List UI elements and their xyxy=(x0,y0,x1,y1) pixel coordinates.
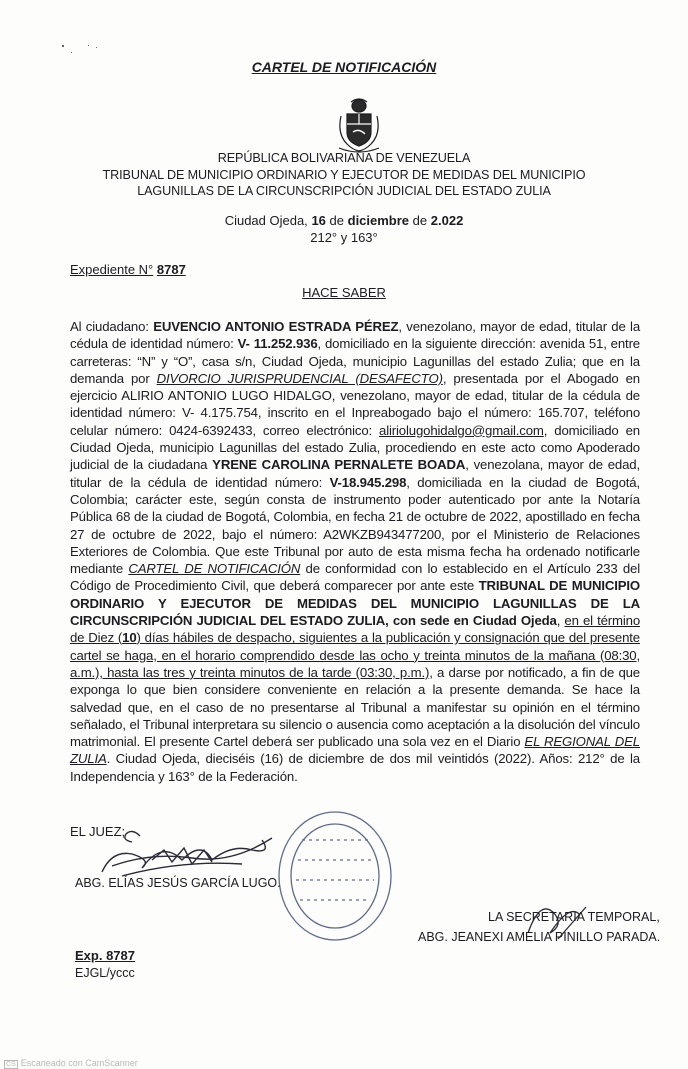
body-text: , xyxy=(556,613,565,629)
place-years: 212° y 163° xyxy=(310,230,378,245)
newspaper-name: EL REGIONAL DEL ZULIA xyxy=(70,734,640,767)
tribunal-mention: TRIBUNAL DE MUNICIPIO ORDINARIO Y EJECUTOR DE MEDIDAS DEL MUNICIPIO LAGUNILLAS DE LA CIRCUNSCRIPCIÓN JUDICIAL DEL ESTADO ZULIA, con sede en Ciudad Ojeda xyxy=(70,578,640,629)
plaintiff-id: V-18.945.298 xyxy=(329,474,407,490)
hace-saber-heading: HACE SABER xyxy=(302,285,386,300)
body-text: . Ciudad Ojeda, dieciséis (16) de diciembre de dos mil veintidós (2022). Años: 212° de la Independencia y 163° de la Federación. xyxy=(70,751,640,784)
place-year: 2.022 xyxy=(430,213,464,228)
body-text: , domiciliado en la siguiente dirección: avenida 51, entre carreteras: “N” y “O”, casa s/n, Ciudad Ojeda, municipio Lagunillas del estado Zulia; que en la demanda por xyxy=(70,336,640,386)
cartel-mention: CARTEL DE NOTIFICACIÓN xyxy=(128,561,301,577)
judge-signature xyxy=(92,820,282,884)
document-header xyxy=(0,150,688,200)
watermark-text: Escaneado con CamScanner xyxy=(20,1058,138,1068)
judge-name: ABG. ELÍAS JESÚS GARCÍA LUGO. xyxy=(75,876,281,890)
body-text: Al ciudadano: xyxy=(70,319,154,334)
body-text: , domiciliado en Ciudad Ojeda, municipio Lagunillas del estado Zulia, procediendo en este acto como Apoderado judicial de la ciudadana xyxy=(70,422,640,473)
header-jurisdiction: LAGUNILLAS DE LA CIRCUNSCRIPCIÓN JUDICIAL DEL ESTADO ZULIA xyxy=(137,184,551,198)
place-de2: de xyxy=(412,213,428,228)
footer-expediente: Exp. 8787 xyxy=(75,948,135,963)
notice-body xyxy=(70,318,640,785)
expediente-label: Expediente N° xyxy=(70,262,154,277)
court-stamp-icon xyxy=(272,800,398,946)
plaintiff-name: YRENE CAROLINA PERNALETE BOADA xyxy=(212,457,466,473)
scanner-watermark xyxy=(4,1058,138,1069)
place-de1: de xyxy=(329,213,344,228)
document-title: CARTEL DE NOTIFICACIÓN xyxy=(251,59,437,75)
defendant-id: V- 11.252.936 xyxy=(237,336,318,352)
place-month: diciembre xyxy=(347,213,410,228)
footer-initials: EJGL/yccc xyxy=(75,966,135,980)
expediente-number: 8787 xyxy=(156,262,186,277)
body-text: , a darse por notificado, a fin de que exponga lo que bien considere conveniente en relación a la presente demanda. Se hace la salvedad que, en el caso de no presentarse al Tribunal a manifestar su opinión en el término señalado, el Tribunal interpretara su silencio o ausencia como aceptación a la disolución del vínculo matrimonial. El presente Cartel deberá ser publicado una sola vez en el Diario xyxy=(70,664,640,750)
expediente xyxy=(70,262,186,277)
secretary-label: LA SECRETARIA TEMPORAL, xyxy=(488,910,660,924)
camscanner-icon: CS xyxy=(6,1061,16,1068)
place-date xyxy=(0,212,688,246)
header-republic: REPÚBLICA BOLIVARIANA DE VENEZUELA xyxy=(217,151,471,165)
body-text: , domiciliada en la ciudad de Bogotá, Colombia; carácter este, según consta de instrumento poder autenticado por ante la Notaría Pública 68 de la ciudad de Bogotá, Colombia, en fecha 21 de octubre de 2022, apostillado en fecha 27 de octubre de 2022, bajo el número: A2WKZB943477200, por el Ministerio de Relaciones Exteriores de Colombia. Que este Tribunal por auto de esta misma fecha ha ordenado notificarle mediante xyxy=(70,474,640,577)
term-text: en el término de Diez (10) días hábiles de despacho, siguientes a la publicación y consignación que del presente cartel se haga, en el horario comprendido desde las ocho y treinta minutos de la mañana (08:30, a.m.), hasta las tres y treinta minutos de la tarde (03:30, p.m.) xyxy=(70,613,641,680)
judge-label: EL JUEZ; xyxy=(70,824,126,839)
place-day: 16 xyxy=(311,213,326,228)
body-text: , venezolana, mayor de edad, titular de la cédula de identidad número: xyxy=(70,457,640,490)
coat-of-arms-icon xyxy=(331,96,387,154)
lawyer-email: aliriolugohidalgo@gmail.com xyxy=(379,422,544,438)
secretary-name: ABG. JEANEXI AMELIA PINILLO PARADA. xyxy=(418,930,661,944)
body-text: , presentada por el Abogado en ejercicio ALIRIO ANTONIO LUGO HIDALGO, venezolano, mayor de edad, titular de la cédula de identidad número: V- 4.175.754, inscrito en el Inpreabogado bajo el número: 165.707, teléfono celular número: 0424-6392433, correo electrónico: xyxy=(70,370,640,438)
place-city: Ciudad Ojeda, xyxy=(224,213,308,228)
header-tribunal: TRIBUNAL DE MUNICIPIO ORDINARIO Y EJECUTOR DE MEDIDAS DEL MUNICIPIO xyxy=(102,167,586,182)
lawsuit-type: DIVORCIO JURISPRUDENCIAL (DESAFECTO) xyxy=(156,370,443,386)
term-days: 10 xyxy=(122,630,137,646)
defendant-name: EUVENCIO ANTONIO ESTRADA PÉREZ xyxy=(153,319,399,334)
body-text: de conformidad con lo establecido en el Artículo 233 del Código de Procedimiento Civil, que deberá comparecer por ante este xyxy=(70,561,640,594)
body-text: , venezolano, mayor de edad, titular de la cédula de identidad número: xyxy=(70,319,641,352)
